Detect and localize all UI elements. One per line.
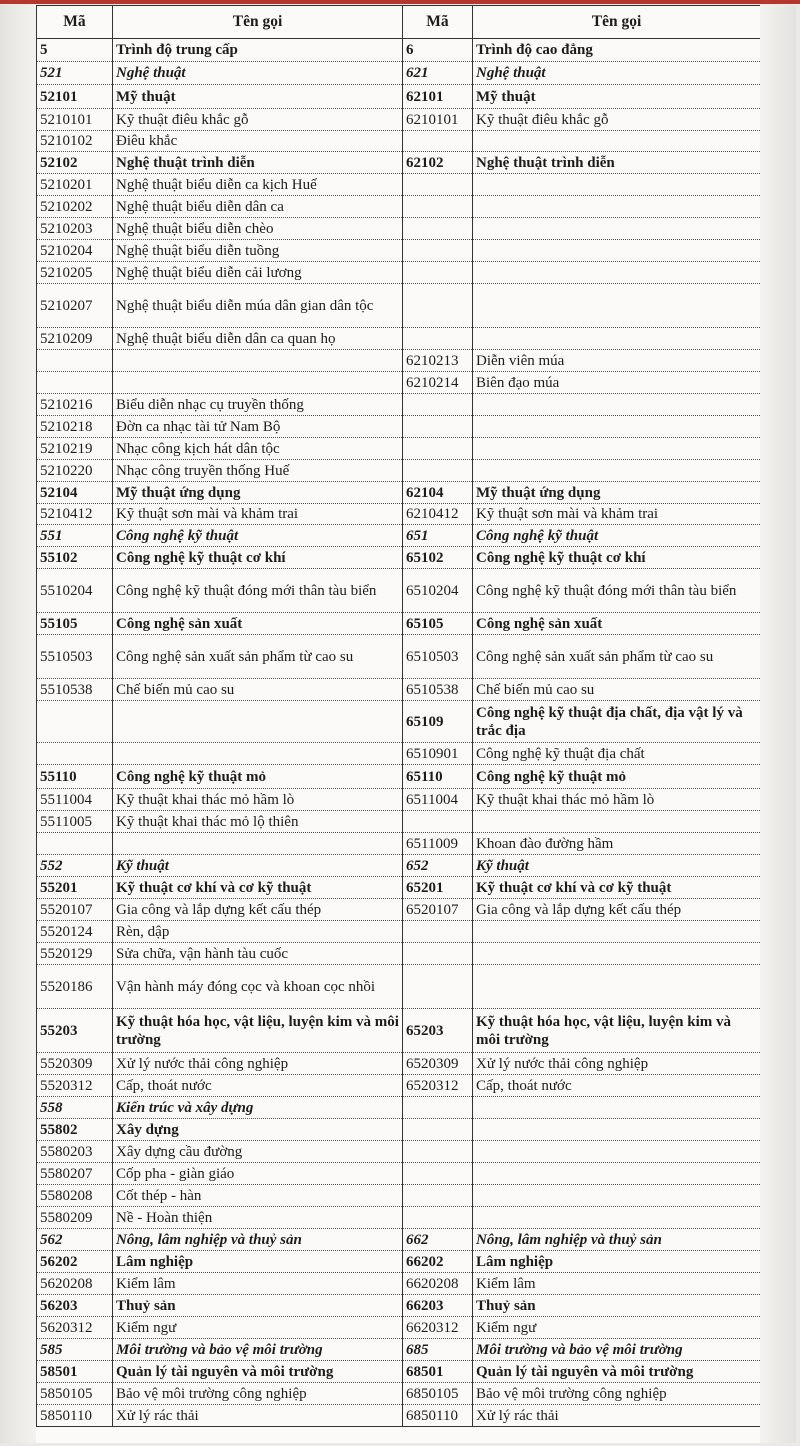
cell-name-intermediate: Nghệ thuật — [113, 62, 403, 85]
cell-code-intermediate: 5210204 — [37, 240, 113, 262]
table-header-row — [37, 6, 761, 39]
cell-code-college: 62101 — [403, 85, 473, 109]
cell-code-college: 6510538 — [403, 679, 473, 701]
table-row — [37, 482, 761, 504]
cell-name-college — [473, 1141, 761, 1163]
cell-code-intermediate: 5511004 — [37, 789, 113, 811]
cell-name-intermediate: Kỹ thuật khai thác mỏ hầm lò — [113, 789, 403, 811]
table-row — [37, 85, 761, 109]
cell-name-college: Trình độ cao đẳng — [473, 39, 761, 62]
cell-code-college: 6520107 — [403, 899, 473, 921]
cell-code-intermediate: 5511005 — [37, 811, 113, 833]
cell-name-intermediate: Nhạc công truyền thống Huế — [113, 460, 403, 482]
cell-name-intermediate — [113, 743, 403, 765]
cell-code-intermediate: 55110 — [37, 765, 113, 789]
cell-code-college — [403, 394, 473, 416]
cell-code-intermediate — [37, 372, 113, 394]
cell-name-college: Công nghệ kỹ thuật cơ khí — [473, 547, 761, 569]
table-row — [37, 855, 761, 877]
cell-name-college: Biên đạo múa — [473, 372, 761, 394]
cell-code-college — [403, 328, 473, 350]
cell-code-college: 65203 — [403, 1009, 473, 1053]
cell-name-college — [473, 262, 761, 284]
cell-name-intermediate: Công nghệ sản xuất sản phẩm từ cao su — [113, 635, 403, 679]
cell-code-college — [403, 416, 473, 438]
cell-code-college: 6850105 — [403, 1383, 473, 1405]
cell-code-college: 6210214 — [403, 372, 473, 394]
table-row — [37, 965, 761, 1009]
cell-name-intermediate: Kiểm ngư — [113, 1317, 403, 1339]
cell-code-intermediate: 5210201 — [37, 174, 113, 196]
table-row — [37, 525, 761, 547]
table-row — [37, 109, 761, 131]
table-row — [37, 284, 761, 328]
cell-name-college: Công nghệ kỹ thuật địa chất — [473, 743, 761, 765]
cell-code-intermediate: 5580208 — [37, 1185, 113, 1207]
table-row — [37, 743, 761, 765]
cell-name-intermediate: Kỹ thuật hóa học, vật liệu, luyện kim và môi trường — [113, 1009, 403, 1053]
table-row — [37, 240, 761, 262]
cell-code-intermediate: 5520312 — [37, 1075, 113, 1097]
table-row — [37, 174, 761, 196]
cell-name-college: Quản lý tài nguyên và môi trường — [473, 1361, 761, 1383]
cell-name-intermediate: Rèn, dập — [113, 921, 403, 943]
header-code-intermediate: Mã — [37, 6, 113, 39]
cell-name-intermediate: Cốt thép - hàn — [113, 1185, 403, 1207]
table-row — [37, 416, 761, 438]
cell-name-intermediate: Xây dựng cầu đường — [113, 1141, 403, 1163]
cell-code-college: 62104 — [403, 482, 473, 504]
cell-name-intermediate: Thuỷ sản — [113, 1295, 403, 1317]
cell-name-intermediate: Công nghệ kỹ thuật đóng mới thân tàu biển — [113, 569, 403, 613]
cell-name-college: Công nghệ sản xuất — [473, 613, 761, 635]
cell-code-college — [403, 284, 473, 328]
cell-name-college: Cấp, thoát nước — [473, 1075, 761, 1097]
cell-name-intermediate: Biểu diễn nhạc cụ truyền thống — [113, 394, 403, 416]
cell-name-intermediate: Nghệ thuật biểu diễn tuồng — [113, 240, 403, 262]
cell-name-college: Công nghệ kỹ thuật mỏ — [473, 765, 761, 789]
header-name-college: Tên gọi — [473, 6, 761, 39]
cell-code-intermediate: 5620208 — [37, 1273, 113, 1295]
cell-code-college: 6 — [403, 39, 473, 62]
table-row — [37, 504, 761, 525]
cell-code-college: 6520312 — [403, 1075, 473, 1097]
cell-name-college: Kỹ thuật khai thác mỏ hầm lò — [473, 789, 761, 811]
cell-code-college: 6620312 — [403, 1317, 473, 1339]
table-row — [37, 1207, 761, 1229]
cell-code-college: 6850110 — [403, 1405, 473, 1427]
cell-name-college: Gia công và lắp dựng kết cấu thép — [473, 899, 761, 921]
cell-name-intermediate: Công nghệ sản xuất — [113, 613, 403, 635]
cell-code-college — [403, 262, 473, 284]
cell-code-intermediate: 5210220 — [37, 460, 113, 482]
cell-name-intermediate: Nghệ thuật trình diễn — [113, 152, 403, 174]
cell-code-intermediate: 5210203 — [37, 218, 113, 240]
cell-code-intermediate: 5850105 — [37, 1383, 113, 1405]
table-row — [37, 62, 761, 85]
cell-code-college: 685 — [403, 1339, 473, 1361]
cell-name-college: Kiểm lâm — [473, 1273, 761, 1295]
table-row — [37, 1295, 761, 1317]
table-row — [37, 765, 761, 789]
cell-name-college — [473, 1119, 761, 1141]
table-row — [37, 262, 761, 284]
cell-name-intermediate: Xử lý nước thải công nghiệp — [113, 1053, 403, 1075]
table-row — [37, 833, 761, 855]
cell-code-college — [403, 240, 473, 262]
cell-name-intermediate: Công nghệ kỹ thuật — [113, 525, 403, 547]
table-row — [37, 39, 761, 62]
occupation-code-table — [36, 5, 761, 1427]
table-row — [37, 350, 761, 372]
cell-name-college — [473, 460, 761, 482]
table-row — [37, 196, 761, 218]
cell-name-intermediate: Điêu khắc — [113, 131, 403, 152]
cell-name-college: Kỹ thuật cơ khí và cơ kỹ thuật — [473, 877, 761, 899]
table-row — [37, 569, 761, 613]
cell-code-college: 65110 — [403, 765, 473, 789]
table-row — [37, 1009, 761, 1053]
cell-code-college — [403, 921, 473, 943]
cell-name-intermediate: Nghệ thuật biểu diễn ca kịch Huế — [113, 174, 403, 196]
cell-code-college: 6210412 — [403, 504, 473, 525]
table-row — [37, 1361, 761, 1383]
table-row — [37, 635, 761, 679]
table-row — [37, 1053, 761, 1075]
cell-name-intermediate: Nghệ thuật biểu diễn cải lương — [113, 262, 403, 284]
cell-code-college: 66203 — [403, 1295, 473, 1317]
cell-code-intermediate: 5620312 — [37, 1317, 113, 1339]
cell-code-college: 662 — [403, 1229, 473, 1251]
table-row — [37, 701, 761, 743]
cell-code-college: 6520309 — [403, 1053, 473, 1075]
table-row — [37, 547, 761, 569]
cell-name-intermediate: Nhạc công kịch hát dân tộc — [113, 438, 403, 460]
table-row — [37, 131, 761, 152]
cell-code-college — [403, 196, 473, 218]
cell-code-college: 6620208 — [403, 1273, 473, 1295]
cell-code-intermediate: 585 — [37, 1339, 113, 1361]
cell-code-college — [403, 174, 473, 196]
cell-name-college — [473, 416, 761, 438]
cell-name-intermediate: Kỹ thuật — [113, 855, 403, 877]
cell-name-college — [473, 1097, 761, 1119]
table-row — [37, 1075, 761, 1097]
cell-code-college — [403, 1119, 473, 1141]
cell-code-intermediate: 5210101 — [37, 109, 113, 131]
cell-code-college: 652 — [403, 855, 473, 877]
cell-code-college: 65201 — [403, 877, 473, 899]
cell-name-intermediate: Mỹ thuật — [113, 85, 403, 109]
cell-name-intermediate: Xây dựng — [113, 1119, 403, 1141]
cell-name-intermediate: Đờn ca nhạc tài tử Nam Bộ — [113, 416, 403, 438]
cell-code-intermediate: 5520186 — [37, 965, 113, 1009]
cell-name-college: Chế biến mủ cao su — [473, 679, 761, 701]
cell-name-college — [473, 965, 761, 1009]
cell-code-college: 6510503 — [403, 635, 473, 679]
cell-code-intermediate: 551 — [37, 525, 113, 547]
cell-name-college: Kiểm ngư — [473, 1317, 761, 1339]
table-row — [37, 679, 761, 701]
cell-code-college — [403, 1141, 473, 1163]
cell-name-intermediate: Nghệ thuật biểu diễn dân ca — [113, 196, 403, 218]
cell-name-intermediate: Kỹ thuật sơn mài và khảm trai — [113, 504, 403, 525]
cell-name-college — [473, 131, 761, 152]
cell-name-intermediate: Công nghệ kỹ thuật cơ khí — [113, 547, 403, 569]
cell-code-college: 62102 — [403, 152, 473, 174]
cell-name-college — [473, 438, 761, 460]
cell-name-college: Lâm nghiệp — [473, 1251, 761, 1273]
cell-code-college: 6210213 — [403, 350, 473, 372]
cell-code-intermediate: 5210205 — [37, 262, 113, 284]
table-row — [37, 394, 761, 416]
cell-code-intermediate: 5210209 — [37, 328, 113, 350]
cell-code-college: 65109 — [403, 701, 473, 743]
cell-code-intermediate: 52104 — [37, 482, 113, 504]
table-row — [37, 1273, 761, 1295]
cell-name-intermediate: Bảo vệ môi trường công nghiệp — [113, 1383, 403, 1405]
cell-name-college — [473, 240, 761, 262]
table-row — [37, 789, 761, 811]
cell-name-intermediate: Công nghệ kỹ thuật mỏ — [113, 765, 403, 789]
cell-code-college — [403, 1097, 473, 1119]
cell-code-college: 6210101 — [403, 109, 473, 131]
cell-name-college — [473, 174, 761, 196]
cell-name-college: Kỹ thuật hóa học, vật liệu, luyện kim và môi trường — [473, 1009, 761, 1053]
cell-code-intermediate: 5210218 — [37, 416, 113, 438]
table-row — [37, 613, 761, 635]
cell-name-college — [473, 394, 761, 416]
table-row — [37, 811, 761, 833]
cell-code-intermediate: 55203 — [37, 1009, 113, 1053]
cell-code-intermediate: 5520107 — [37, 899, 113, 921]
cell-code-college: 68501 — [403, 1361, 473, 1383]
cell-code-college — [403, 1163, 473, 1185]
cell-name-intermediate: Xử lý rác thải — [113, 1405, 403, 1427]
cell-name-intermediate: Cấp, thoát nước — [113, 1075, 403, 1097]
cell-code-intermediate: 55105 — [37, 613, 113, 635]
cell-code-intermediate: 5580207 — [37, 1163, 113, 1185]
table-row — [37, 943, 761, 965]
cell-code-intermediate: 5210207 — [37, 284, 113, 328]
cell-name-college: Mỹ thuật ứng dụng — [473, 482, 761, 504]
cell-code-college: 651 — [403, 525, 473, 547]
cell-name-intermediate: Sửa chữa, vận hành tàu cuốc — [113, 943, 403, 965]
cell-code-intermediate: 5510204 — [37, 569, 113, 613]
cell-name-intermediate: Kỹ thuật cơ khí và cơ kỹ thuật — [113, 877, 403, 899]
header-name-intermediate: Tên gọi — [113, 6, 403, 39]
cell-name-intermediate: Kỹ thuật khai thác mỏ lộ thiên — [113, 811, 403, 833]
cell-code-intermediate: 52102 — [37, 152, 113, 174]
cell-code-college — [403, 811, 473, 833]
cell-code-college — [403, 943, 473, 965]
cell-name-college — [473, 1163, 761, 1185]
document-page — [36, 5, 760, 1443]
cell-name-intermediate: Môi trường và bảo vệ môi trường — [113, 1339, 403, 1361]
cell-name-intermediate: Vận hành máy đóng cọc và khoan cọc nhồi — [113, 965, 403, 1009]
cell-name-intermediate — [113, 350, 403, 372]
table-row — [37, 921, 761, 943]
cell-name-college: Nghệ thuật trình diễn — [473, 152, 761, 174]
cell-code-intermediate: 5510538 — [37, 679, 113, 701]
cell-name-intermediate: Kiểm lâm — [113, 1273, 403, 1295]
cell-code-intermediate: 5210412 — [37, 504, 113, 525]
table-row — [37, 877, 761, 899]
table-row — [37, 1317, 761, 1339]
cell-code-college — [403, 460, 473, 482]
cell-name-intermediate: Gia công và lắp dựng kết cấu thép — [113, 899, 403, 921]
cell-code-intermediate: 562 — [37, 1229, 113, 1251]
cell-code-intermediate: 558 — [37, 1097, 113, 1119]
cell-name-college: Kỹ thuật điêu khắc gỗ — [473, 109, 761, 131]
cell-name-college: Bảo vệ môi trường công nghiệp — [473, 1383, 761, 1405]
cell-code-intermediate: 5850110 — [37, 1405, 113, 1427]
table-row — [37, 1119, 761, 1141]
cell-name-college — [473, 811, 761, 833]
cell-name-intermediate — [113, 833, 403, 855]
cell-code-intermediate: 5210216 — [37, 394, 113, 416]
cell-name-college: Nghệ thuật — [473, 62, 761, 85]
table-row — [37, 1141, 761, 1163]
cell-code-college — [403, 438, 473, 460]
cell-name-college — [473, 1185, 761, 1207]
cell-name-intermediate: Cốp pha - giàn giáo — [113, 1163, 403, 1185]
cell-code-college: 66202 — [403, 1251, 473, 1273]
cell-name-college: Thuỷ sản — [473, 1295, 761, 1317]
cell-name-college: Công nghệ kỹ thuật — [473, 525, 761, 547]
table-row — [37, 1229, 761, 1251]
cell-code-intermediate: 5 — [37, 39, 113, 62]
cell-code-intermediate — [37, 743, 113, 765]
cell-code-intermediate: 56202 — [37, 1251, 113, 1273]
cell-code-intermediate: 55201 — [37, 877, 113, 899]
cell-name-college: Xử lý rác thải — [473, 1405, 761, 1427]
cell-name-intermediate: Kiến trúc và xây dựng — [113, 1097, 403, 1119]
table-row — [37, 438, 761, 460]
cell-code-intermediate — [37, 833, 113, 855]
top-accent-bar — [0, 0, 800, 4]
header-code-college: Mã — [403, 6, 473, 39]
cell-name-college — [473, 1207, 761, 1229]
cell-code-college — [403, 1185, 473, 1207]
cell-name-college — [473, 196, 761, 218]
cell-name-college — [473, 328, 761, 350]
cell-code-college — [403, 131, 473, 152]
cell-code-college: 621 — [403, 62, 473, 85]
table-body — [37, 39, 761, 1427]
cell-name-college: Xử lý nước thải công nghiệp — [473, 1053, 761, 1075]
cell-code-intermediate — [37, 350, 113, 372]
cell-name-college: Mỹ thuật — [473, 85, 761, 109]
cell-name-intermediate: Nghệ thuật biểu diễn dân ca quan họ — [113, 328, 403, 350]
table-row — [37, 1339, 761, 1361]
cell-code-intermediate: 5510503 — [37, 635, 113, 679]
table-row — [37, 218, 761, 240]
cell-code-intermediate: 5210219 — [37, 438, 113, 460]
cell-name-intermediate: Nề - Hoàn thiện — [113, 1207, 403, 1229]
cell-name-college: Kỹ thuật — [473, 855, 761, 877]
cell-name-intermediate: Kỹ thuật điêu khắc gỗ — [113, 109, 403, 131]
table-row — [37, 328, 761, 350]
cell-code-college: 6510901 — [403, 743, 473, 765]
cell-name-intermediate: Nghệ thuật biểu diễn chèo — [113, 218, 403, 240]
table-row — [37, 372, 761, 394]
table-row — [37, 460, 761, 482]
table-row — [37, 1163, 761, 1185]
cell-code-intermediate: 5520129 — [37, 943, 113, 965]
cell-code-intermediate: 58501 — [37, 1361, 113, 1383]
cell-name-college — [473, 943, 761, 965]
cell-code-college: 6510204 — [403, 569, 473, 613]
cell-name-college: Công nghệ sản xuất sản phẩm từ cao su — [473, 635, 761, 679]
cell-code-college: 6511004 — [403, 789, 473, 811]
cell-code-intermediate: 5580209 — [37, 1207, 113, 1229]
cell-name-intermediate — [113, 701, 403, 743]
table-row — [37, 1383, 761, 1405]
cell-name-college: Diễn viên múa — [473, 350, 761, 372]
cell-code-intermediate: 55802 — [37, 1119, 113, 1141]
cell-code-college: 65105 — [403, 613, 473, 635]
cell-code-intermediate: 552 — [37, 855, 113, 877]
cell-name-college: Môi trường và bảo vệ môi trường — [473, 1339, 761, 1361]
cell-name-college: Công nghệ kỹ thuật đóng mới thân tàu biển — [473, 569, 761, 613]
table-row — [37, 1405, 761, 1427]
cell-code-intermediate: 52101 — [37, 85, 113, 109]
cell-name-college: Kỹ thuật sơn mài và khảm trai — [473, 504, 761, 525]
cell-code-intermediate: 5520309 — [37, 1053, 113, 1075]
cell-name-intermediate: Trình độ trung cấp — [113, 39, 403, 62]
cell-name-college — [473, 218, 761, 240]
cell-name-intermediate: Lâm nghiệp — [113, 1251, 403, 1273]
cell-code-intermediate: 5580203 — [37, 1141, 113, 1163]
table-row — [37, 1097, 761, 1119]
cell-name-college — [473, 921, 761, 943]
cell-code-college — [403, 218, 473, 240]
table-row — [37, 152, 761, 174]
cell-code-intermediate — [37, 701, 113, 743]
cell-name-intermediate: Nông, lâm nghiệp và thuỷ sản — [113, 1229, 403, 1251]
cell-code-intermediate: 56203 — [37, 1295, 113, 1317]
cell-name-intermediate: Mỹ thuật ứng dụng — [113, 482, 403, 504]
cell-name-college — [473, 284, 761, 328]
cell-name-intermediate: Quản lý tài nguyên và môi trường — [113, 1361, 403, 1383]
cell-code-intermediate: 55102 — [37, 547, 113, 569]
cell-code-college: 6511009 — [403, 833, 473, 855]
table-row — [37, 1251, 761, 1273]
cell-name-intermediate: Chế biến mủ cao su — [113, 679, 403, 701]
cell-name-intermediate: Nghệ thuật biểu diễn múa dân gian dân tộc — [113, 284, 403, 328]
cell-name-intermediate — [113, 372, 403, 394]
cell-code-college — [403, 1207, 473, 1229]
table-row — [37, 1185, 761, 1207]
cell-code-intermediate: 5210102 — [37, 131, 113, 152]
cell-code-intermediate: 5520124 — [37, 921, 113, 943]
cell-code-intermediate: 5210202 — [37, 196, 113, 218]
cell-name-college: Nông, lâm nghiệp và thuỷ sản — [473, 1229, 761, 1251]
cell-code-college: 65102 — [403, 547, 473, 569]
cell-name-college: Khoan đào đường hầm — [473, 833, 761, 855]
cell-code-college — [403, 965, 473, 1009]
cell-code-intermediate: 521 — [37, 62, 113, 85]
table-row — [37, 899, 761, 921]
cell-name-college: Công nghệ kỹ thuật địa chất, địa vật lý và trắc địa — [473, 701, 761, 743]
